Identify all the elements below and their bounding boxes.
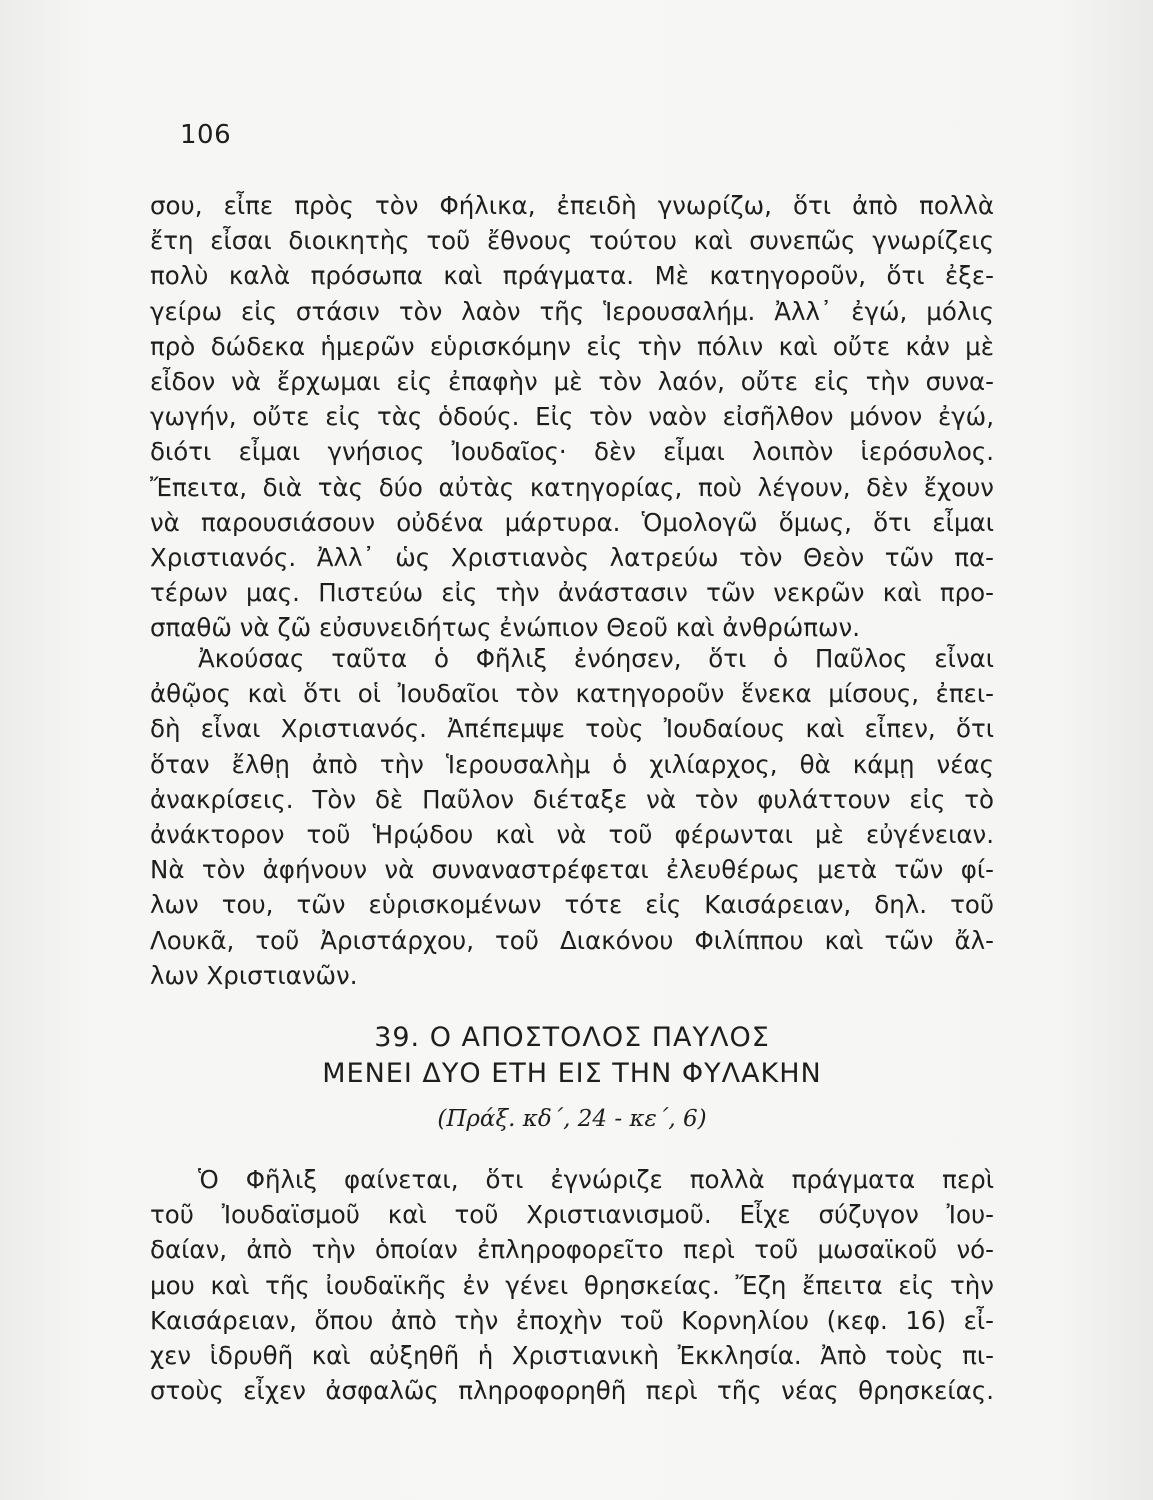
text-line: πρὸ δώδεκα ἡμερῶν εὑρισκόμην εἰς τὴν πόλιν καὶ οὔτε κἀν μὲ xyxy=(150,331,994,361)
text-line: Καισάρειαν, ὅπου ἀπὸ τὴν ἐποχὴν τοῦ Κορνηλίου (κεφ. 16) εἶ- xyxy=(150,1305,994,1335)
text-line: γωγήν, οὔτε εἰς τὰς ὁδούς. Εἰς τὸν ναὸν εἰσῆλθον μόνον ἐγώ, xyxy=(150,402,994,432)
text-line: χεν ἱδρυθῆ καὶ αὐξηθῆ ἡ Χριστιανικὴ Ἐκκλησία. Ἀπὸ τοὺς πι- xyxy=(150,1340,994,1370)
text-line: λων Χριστιανῶν. xyxy=(150,960,358,990)
text-line: σπαθῶ νὰ ζῶ εὐσυνειδήτως ἐνώπιον Θεοῦ καὶ ἀνθρώπων. xyxy=(150,613,860,643)
text-line: γείρω εἰς στάσιν τὸν λαὸν τῆς Ἱερουσαλήμ. Ἀλλ᾿ ἐγώ, μόλις xyxy=(150,296,994,326)
text-line: ἀθῷος καὶ ὅτι οἱ Ἰουδαῖοι τὸν κατηγοροῦν ἕνεκα μίσους, ἐπει- xyxy=(150,679,994,709)
text-line: μου καὶ τῆς ἰουδαϊκῆς ἐν γένει θρησκείας. Ἔζη ἔπειτα εἰς τὴν xyxy=(150,1270,994,1300)
text-line: σου, εἶπε πρὸς τὸν Φήλικα, ἐπειδὴ γνωρίζω, ὅτι ἀπὸ πολλὰ xyxy=(150,191,994,220)
chapter-heading xyxy=(150,1020,994,1092)
chapter-title-line-1: 39. Ο ΑΠΟΣΤΟΛΟΣ ΠΑΥΛΟΣ xyxy=(374,1022,770,1053)
text-line: δὴ εἶναι Χριστιανός. Ἀπέπεμψε τοὺς Ἰουδαίους καὶ εἶπεν, ὅτι xyxy=(150,714,994,744)
text-line: διότι εἶμαι γνήσιος Ἰουδαῖος· δὲν εἶμαι λοιπὸν ἱερόσυλος. xyxy=(150,437,994,467)
text-line: ἀνακρίσεις. Τὸν δὲ Παῦλον διέταξε νὰ τὸν φυλάττουν εἰς τὸ xyxy=(150,784,994,814)
text-line: πολὺ καλὰ πρόσωπα καὶ πράγματα. Μὲ κατηγοροῦν, ὅτι ἐξε- xyxy=(150,261,994,291)
text-line: εἶδον νὰ ἔρχωμαι εἰς ἐπαφὴν μὲ τὸν λαόν, οὔτε εἰς τὴν συνα- xyxy=(150,366,994,396)
text-line: Λουκᾶ, τοῦ Ἀριστάρχου, τοῦ Διακόνου Φιλίππου καὶ τῶν ἄλ- xyxy=(150,925,994,955)
text-line: Ἔπειτα, διὰ τὰς δύο αὐτὰς κατηγορίας, ποὺ λέγουν, δὲν ἔχουν xyxy=(150,472,994,502)
text-line: Ὁ Φῆλιξ φαίνεται, ὅτι ἐγνώριζε πολλὰ πράγματα περὶ xyxy=(198,1165,994,1194)
text-line: δαίαν, ἀπὸ τὴν ὁποίαν ἐπληροφορεῖτο περὶ τοῦ μωσαϊκοῦ νό- xyxy=(150,1235,994,1265)
paragraph-felix-knowledge xyxy=(150,1162,994,1408)
text-line: τέρων μας. Πιστεύω εἰς τὴν ἀνάστασιν τῶν νεκρῶν καὶ προ- xyxy=(150,578,994,608)
text-line: τοῦ Ἰουδαϊσμοῦ καὶ τοῦ Χριστιανισμοῦ. Εἶχε σύζυγον Ἰου- xyxy=(150,1200,994,1230)
text-line: Ἀκούσας ταῦτα ὁ Φῆλιξ ἐνόησεν, ὅτι ὁ Παῦλος εἶναι xyxy=(198,644,994,673)
text-line: νὰ παρουσιάσουν οὐδένα μάρτυρα. Ὁμολογῶ ὅμως, ὅτι εἶμαι xyxy=(150,507,994,537)
text-line: Νὰ τὸν ἀφήνουν νὰ συναναστρέφεται ἐλευθέρως μετὰ τῶν φί- xyxy=(150,855,994,885)
text-line: Χριστιανός. Ἀλλ᾿ ὡς Χριστιανὸς λατρεύω τὸν Θεὸν τῶν πα- xyxy=(150,542,994,572)
scripture-reference: (Πράξ. κδ΄, 24 - κε΄, 6) xyxy=(437,1106,707,1132)
chapter-title-line-2: ΜΕΝΕΙ ΔΥΟ ΕΤΗ ΕΙΣ ΤΗΝ ΦΥΛΑΚΗΝ xyxy=(322,1058,822,1089)
paragraph-felix-verdict xyxy=(150,641,994,993)
page-number: 106 xyxy=(180,120,232,150)
text-line: στοὺς εἶχεν ἀσφαλῶς πληροφορηθῆ περὶ τῆς νέας θρησκείας. xyxy=(150,1376,994,1406)
paragraph-speech-continuation xyxy=(150,188,994,645)
text-line: λων του, τῶν εὑρισκομένων τότε εἰς Καισάρειαν, δηλ. τοῦ xyxy=(150,890,994,920)
text-line: ἔτη εἶσαι διοικητὴς τοῦ ἔθνους τούτου καὶ συνεπῶς γνωρίζεις xyxy=(150,226,994,256)
text-line: ἀνάκτορον τοῦ Ἡρῴδου καὶ νὰ τοῦ φέρωνται μὲ εὐγένειαν. xyxy=(150,819,994,849)
text-line: ὅταν ἔλθῃ ἀπὸ τὴν Ἱερουσαλὴμ ὁ χιλίαρχος, θὰ κάμῃ νέας xyxy=(150,749,994,779)
